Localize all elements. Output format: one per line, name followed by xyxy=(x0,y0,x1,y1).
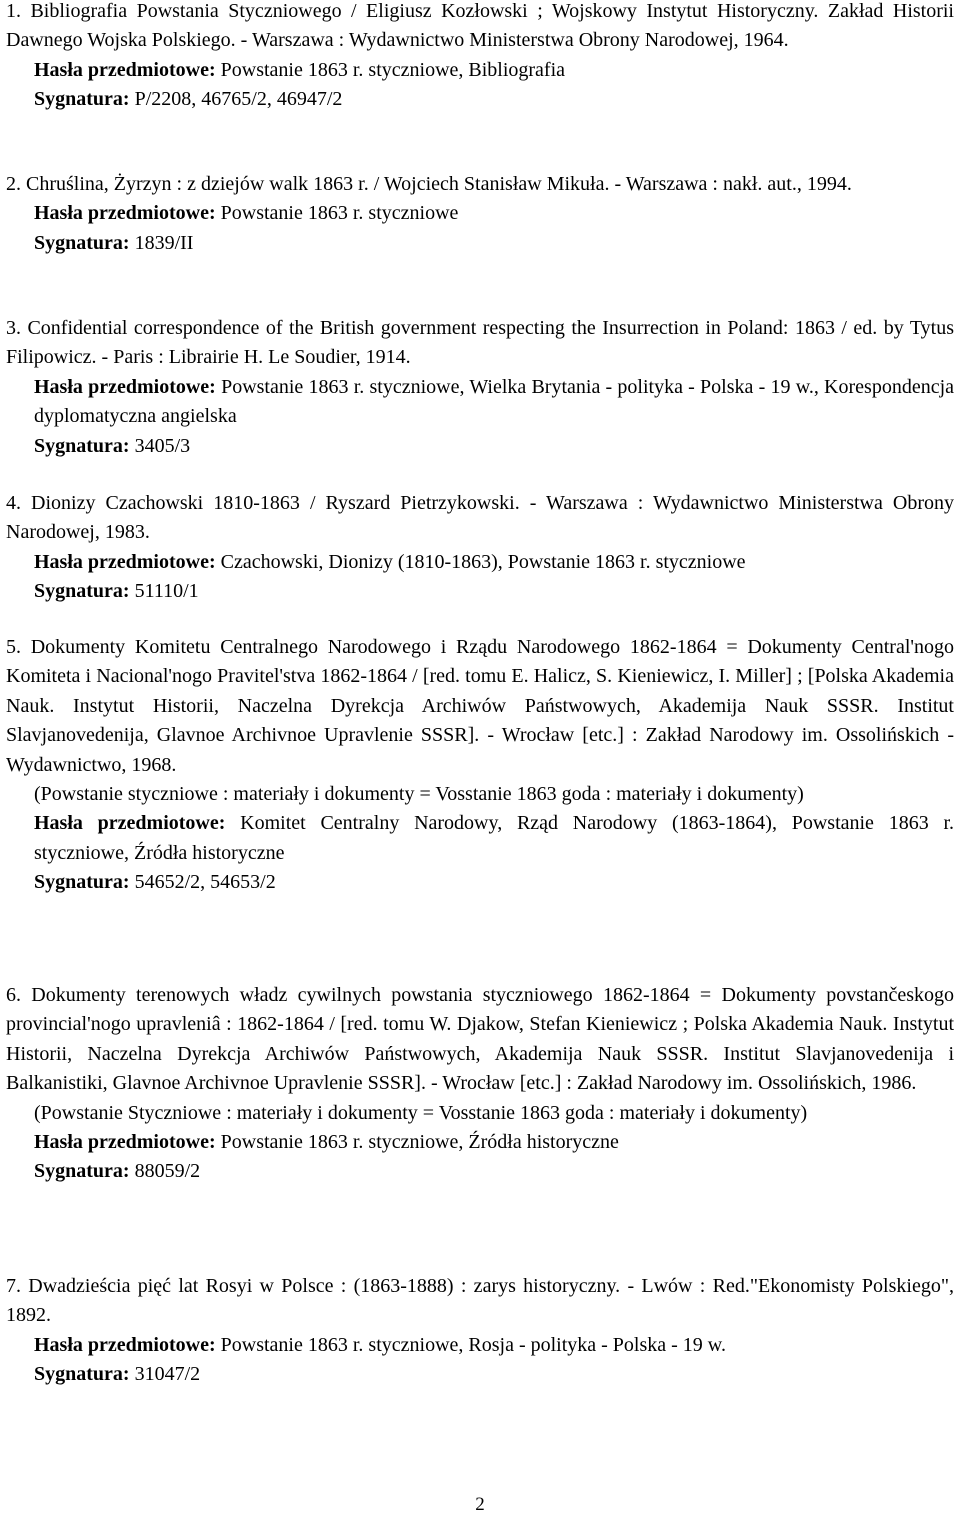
signature-value: 31047/2 xyxy=(134,1363,201,1386)
subjects-value: Komitet Centralny Narodowy, Rząd Narodowy (1863-1864), Powstanie 1863 r. styczniowe, Źródła historyczne xyxy=(34,812,955,864)
entry-description: 2. Chruślina, Żyrzyn : z dziejów walk 1863 r. / Wojciech Stanisław Mikuła. - Warszawa : nakł. aut., 1994. xyxy=(6,173,852,195)
signature-label: Sygnatura: xyxy=(34,88,130,111)
entry-description: 5. Dokumenty Komitetu Centralnego Narodowego i Rządu Narodowego 1862-1864 = Dokumenty Central'nogo Komiteta i Nacional'nogo Pravitel'stva 1862-1864 / [red. tomu E. Halicz, S. Kieniewicz, I. Miller] ; [Polska Akademia Nauk. Instytut Historii, Naczelna Dyrekcja Archiwów Państwowych, Akademija Nauk SSSR. Institut Slavjanovedenija, Glavnoe Archivnoe Upravlenie SSSR]. - Wrocław [etc.] : Zakład Narodowy im. Ossolińskich - Wydawnictwo, 1968. xyxy=(6,636,954,776)
entry-subjects xyxy=(6,1128,954,1157)
signature-value: 1839/II xyxy=(134,231,194,254)
entry-signature xyxy=(6,577,954,606)
subjects-value: Powstanie 1863 r. styczniowe, Źródła historyczne xyxy=(220,1131,619,1154)
bibliography-entry xyxy=(6,0,954,115)
entry-description: 1. Bibliografia Powstania Styczniowego / Eligiusz Kozłowski ; Wojskowy Instytut Historyczny. Zakład Historii Dawnego Wojska Polskiego. - Warszawa : Wydawnictwo Ministerstwa Obrony Narodowej, 1964. xyxy=(6,0,954,52)
subjects-value: Powstanie 1863 r. styczniowe, Rosja - polityka - Polska - 19 w. xyxy=(220,1333,726,1356)
signature-label: Sygnatura: xyxy=(34,580,130,603)
bibliography-entry xyxy=(6,981,954,1187)
entry-subjects xyxy=(6,373,954,432)
bibliography-entry xyxy=(6,170,954,258)
bibliography-entry xyxy=(6,1272,954,1390)
page-number: 2 xyxy=(475,1494,485,1515)
signature-value: 88059/2 xyxy=(134,1160,201,1183)
subjects-label: Hasła przedmiotowe: xyxy=(34,58,216,81)
entry-signature xyxy=(6,229,954,258)
signature-label: Sygnatura: xyxy=(34,231,130,254)
entry-signature xyxy=(6,432,954,461)
signature-value: 3405/3 xyxy=(134,434,191,457)
entry-subjects xyxy=(6,809,954,868)
entry-subjects xyxy=(6,548,954,577)
subjects-label: Hasła przedmiotowe: xyxy=(34,202,216,225)
entry-description: 6. Dokumenty terenowych władz cywilnych powstania styczniowego 1862-1864 = Dokumenty povstančeskogo provincial'nogo upravleniâ : 1862-1864 / [red. tomu W. Djakow, Stefan Kieniewicz ; Polska Akademia Nauk. Instytut Historii, Naczelna Dyrekcja Archiwów Państwowych, Akademija Nauk SSSR. Institut Slavjanovedenija i Balkanistiki, Glavnoe Archivnoe Upravlenie SSSR]. - Wrocław [etc.] : Zakład Narodowy im. Ossolińskich, 1986. xyxy=(6,984,954,1095)
subjects-value: Powstanie 1863 r. styczniowe, Wielka Brytania - polityka - Polska - 19 w., Korespondencja dyplomatyczna angielska xyxy=(34,375,955,428)
entry-series: (Powstanie styczniowe : materiały i dokumenty = Vosstanie 1863 goda : materiały i dokumenty) xyxy=(34,783,804,806)
entry-subjects xyxy=(6,1331,954,1360)
subjects-value: Powstanie 1863 r. styczniowe, Bibliografia xyxy=(220,58,566,81)
subjects-label: Hasła przedmiotowe: xyxy=(34,812,226,835)
entry-signature xyxy=(6,85,954,114)
entry-description: 7. Dwadzieścia pięć lat Rosyi w Polsce : (1863-1888) : zarys historyczny. - Lwów : Red."Ekonomisty Polskiego", 1892. xyxy=(6,1275,954,1327)
entry-description: 4. Dionizy Czachowski 1810-1863 / Ryszard Pietrzykowski. - Warszawa : Wydawnictwo Ministerstwa Obrony Narodowej, 1983. xyxy=(6,492,954,544)
subjects-value: Czachowski, Dionizy (1810-1863), Powstanie 1863 r. styczniowe xyxy=(220,550,746,573)
entry-description: 3. Confidential correspondence of the British government respecting the Insurrection in Poland: 1863 / ed. by Tytus Filipowicz. - Paris : Librairie H. Le Soudier, 1914. xyxy=(6,317,954,369)
signature-label: Sygnatura: xyxy=(34,871,130,894)
signature-label: Sygnatura: xyxy=(34,434,130,457)
signature-label: Sygnatura: xyxy=(34,1363,130,1386)
subjects-label: Hasła przedmiotowe: xyxy=(34,375,216,398)
bibliography-entry xyxy=(6,489,954,607)
subjects-label: Hasła przedmiotowe: xyxy=(34,1333,216,1356)
subjects-label: Hasła przedmiotowe: xyxy=(34,1131,216,1154)
signature-value: P/2208, 46765/2, 46947/2 xyxy=(134,88,343,111)
signature-value: 51110/1 xyxy=(134,580,199,603)
bibliography-entry xyxy=(6,314,954,461)
bibliography-entry xyxy=(6,633,954,898)
signature-label: Sygnatura: xyxy=(34,1160,130,1183)
subjects-label: Hasła przedmiotowe: xyxy=(34,550,216,573)
entry-series: (Powstanie Styczniowe : materiały i dokumenty = Vosstanie 1863 goda : materiały i dokumenty) xyxy=(34,1101,808,1124)
entry-signature xyxy=(6,1157,954,1186)
subjects-value: Powstanie 1863 r. styczniowe xyxy=(220,202,459,225)
entry-signature xyxy=(6,868,954,897)
entry-subjects xyxy=(6,56,954,85)
signature-value: 54652/2, 54653/2 xyxy=(134,871,276,894)
entry-subjects xyxy=(6,199,954,228)
entry-signature xyxy=(6,1360,954,1389)
